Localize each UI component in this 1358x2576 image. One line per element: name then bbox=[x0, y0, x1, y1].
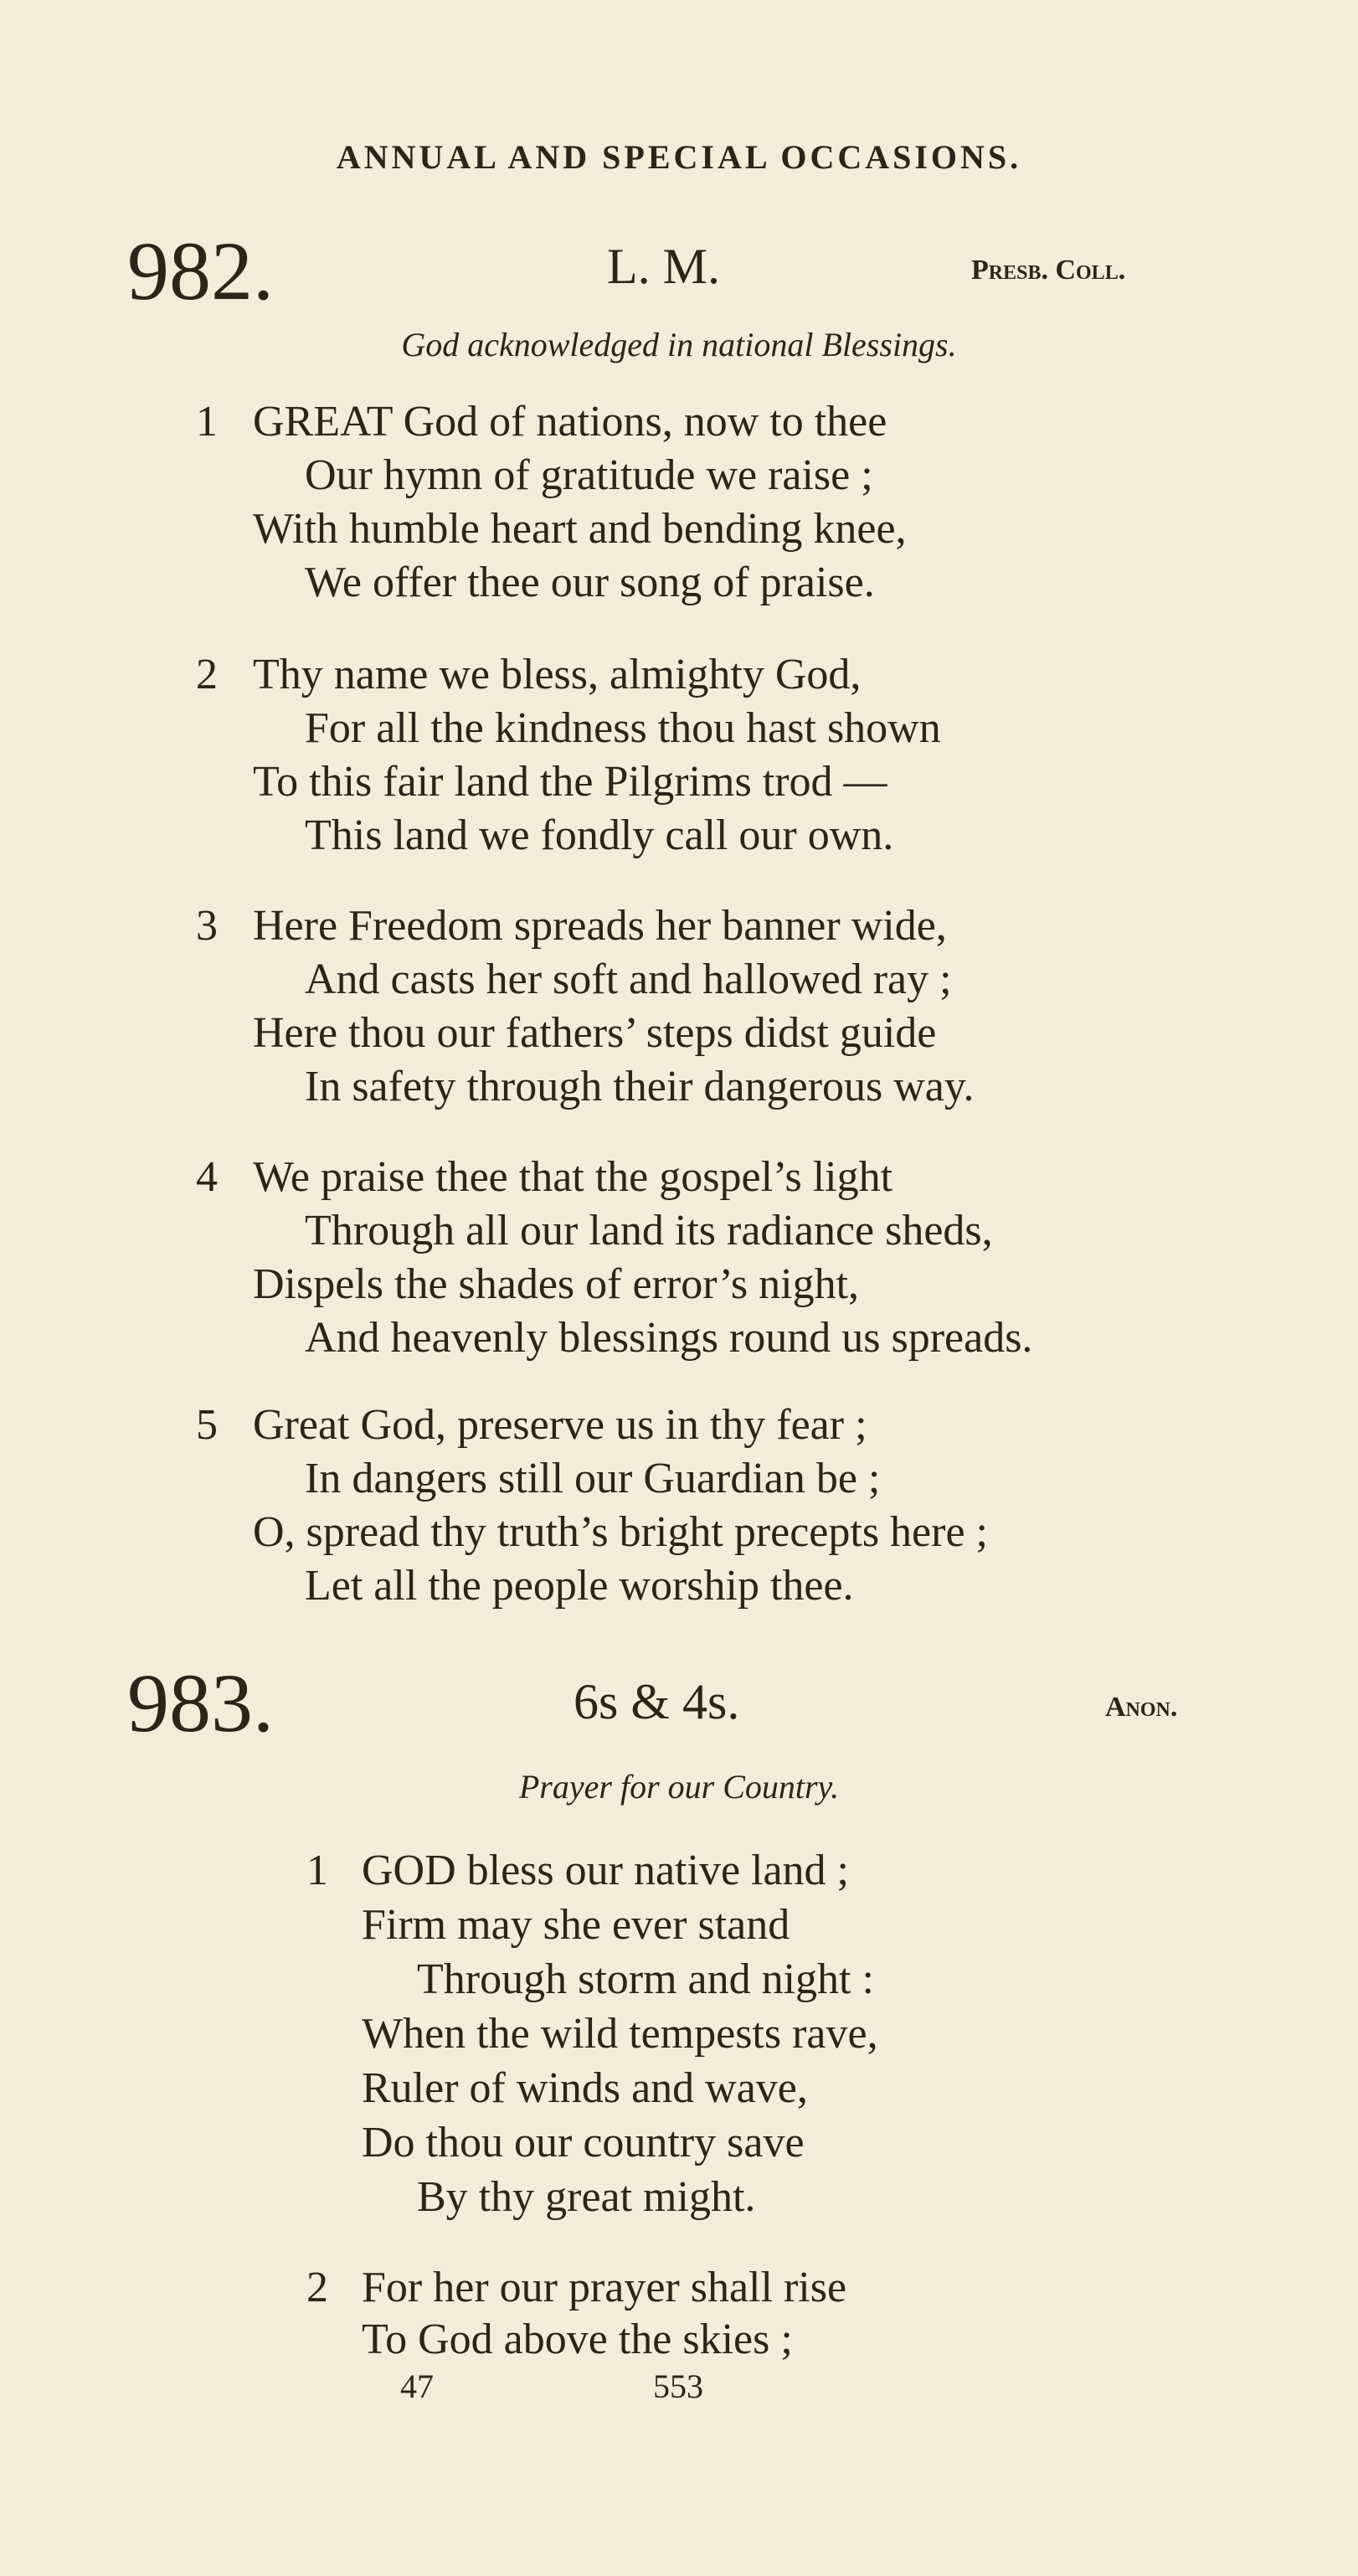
verse-line: Great God, preserve us in thy fear ; bbox=[253, 1401, 867, 1449]
verse-line: And casts her soft and hallowed ray ; bbox=[305, 956, 952, 1003]
hymn-983-header bbox=[0, 1658, 1358, 1750]
hymn-meter: 6s & 4s. bbox=[574, 1674, 740, 1729]
verse-line: GOD bless our native land ; bbox=[362, 1847, 850, 1894]
stanza-number: 3 bbox=[196, 902, 218, 950]
stanza-number: 1 bbox=[196, 398, 218, 446]
hymn-982-header bbox=[0, 226, 1358, 318]
verse-line: Through all our land its radiance sheds, bbox=[305, 1207, 993, 1255]
verse-line: Firm may she ever stand bbox=[362, 1901, 790, 1949]
stanza-number: 2 bbox=[306, 2264, 328, 2311]
stanza-number: 1 bbox=[306, 1847, 328, 1894]
stanza-number: 2 bbox=[196, 651, 218, 698]
verse-line: And heavenly blessings round us spreads. bbox=[305, 1314, 1033, 1362]
hymn-meter: L. M. bbox=[607, 239, 720, 294]
verse-line: Dispels the shades of error’s night, bbox=[253, 1260, 860, 1308]
verse-line: We praise thee that the gospel’s light bbox=[253, 1153, 893, 1201]
verse-line: O, spread thy truth’s bright precepts here ; bbox=[253, 1508, 988, 1556]
verse-line: To God above the skies ; bbox=[362, 2316, 793, 2363]
verse-line: Here thou our fathers’ steps didst guide bbox=[253, 1009, 937, 1057]
verse-line: With humble heart and bending knee, bbox=[253, 505, 907, 553]
verse-line: To this fair land the Pilgrims trod — bbox=[253, 758, 887, 806]
verse-line: Do thou our country save bbox=[362, 2119, 805, 2166]
hymn-source: Presb. Coll. bbox=[971, 255, 1126, 286]
running-head: ANNUAL AND SPECIAL OCCASIONS. bbox=[336, 138, 1022, 176]
page-number: 553 bbox=[653, 2367, 703, 2405]
verse-line: In safety through their dangerous way. bbox=[305, 1063, 975, 1110]
hymn-982-subtitle: God acknowledged in national Blessings. bbox=[401, 326, 957, 363]
stanza-number: 4 bbox=[196, 1153, 218, 1201]
verse-line: For all the kindness thou hast shown bbox=[305, 704, 941, 752]
verse-line: Here Freedom spreads her banner wide, bbox=[253, 902, 947, 950]
verse-line: Through storm and night : bbox=[417, 1955, 874, 2003]
hymn-number: 983. bbox=[127, 1656, 274, 1749]
verse-line: By thy great might. bbox=[417, 2173, 756, 2221]
verse-line: Let all the people worship thee. bbox=[305, 1562, 854, 1610]
hymn-number: 982. bbox=[127, 224, 274, 317]
verse-line: This land we fondly call our own. bbox=[305, 811, 894, 859]
hymn-983-subtitle: Prayer for our Country. bbox=[518, 1768, 840, 1806]
verse-line: GREAT God of nations, now to thee bbox=[253, 398, 887, 446]
verse-line: In dangers still our Guardian be ; bbox=[305, 1455, 881, 1502]
verse-line: Our hymn of gratitude we raise ; bbox=[305, 451, 873, 499]
hymn-source: Anon. bbox=[1105, 1692, 1178, 1723]
verse-line: For her our prayer shall rise bbox=[362, 2264, 847, 2311]
verse-line: Thy name we bless, almighty God, bbox=[253, 651, 862, 698]
verse-line: We offer thee our song of praise. bbox=[305, 559, 875, 606]
verse-line: When the wild tempests rave, bbox=[362, 2010, 878, 2058]
verse-line: Ruler of winds and wave, bbox=[362, 2064, 808, 2112]
stanza-number: 5 bbox=[196, 1401, 218, 1449]
signature-mark: 47 bbox=[400, 2367, 434, 2405]
